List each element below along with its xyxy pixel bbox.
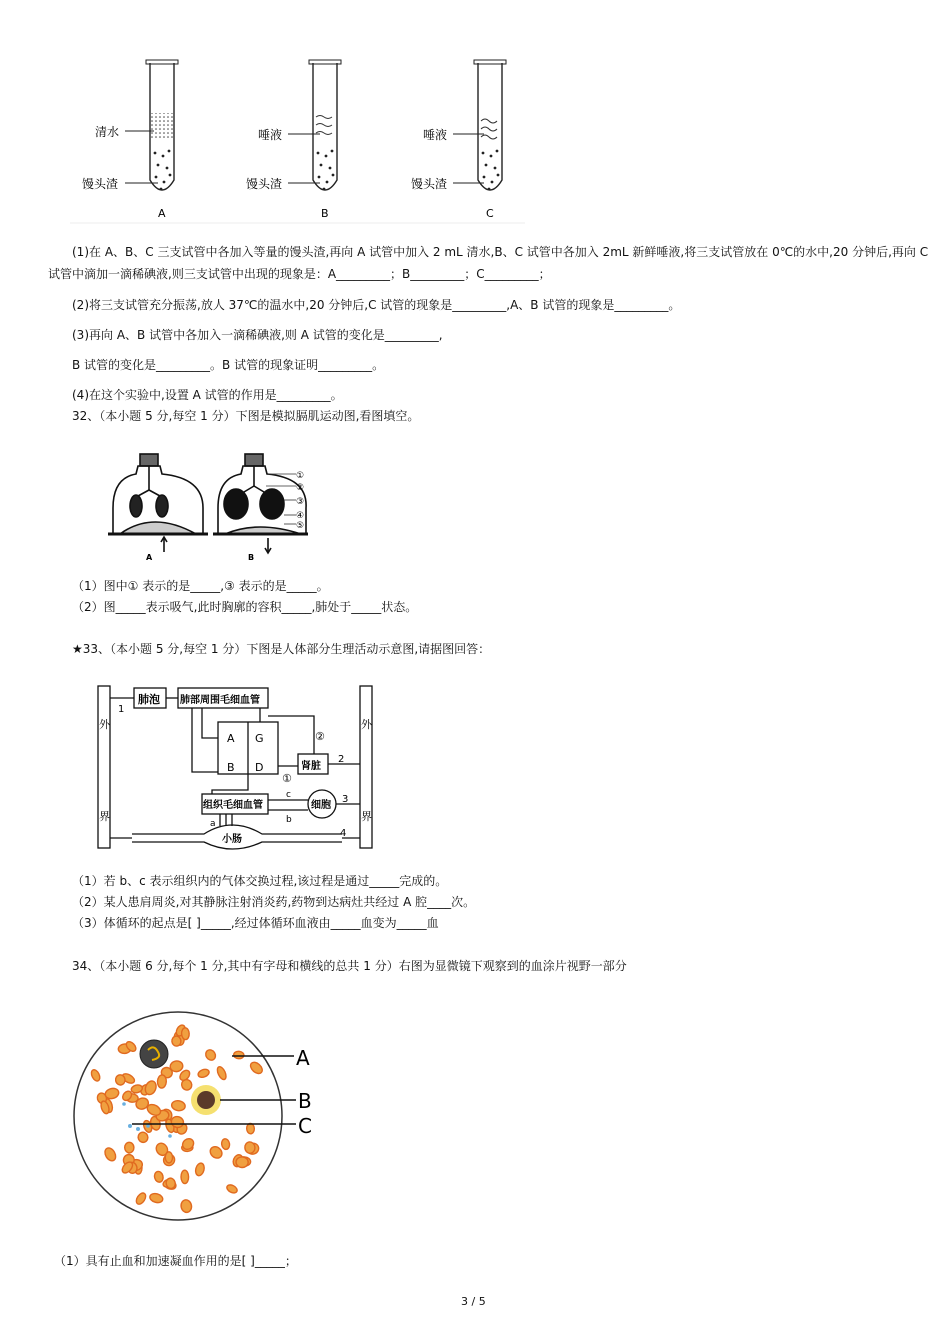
- intestine-shape: [132, 825, 342, 834]
- alveoli-label: 肺泡: [138, 693, 160, 706]
- num-4: 4: [340, 828, 347, 839]
- q31-part2: (2)将三支试管充分振荡,放人 37℃的温水中,20 分钟后,C 试管的现象是_________,A、B 试管的现象是_________。: [72, 298, 681, 312]
- diaphragm-label-2: ②: [296, 483, 305, 493]
- chamber-d: D: [255, 761, 264, 774]
- diaphragm-label-1: ①: [296, 471, 305, 481]
- tube-a-letter: A: [158, 207, 166, 220]
- tissue-capillary-label: 组织毛细血管: [203, 800, 263, 811]
- q32-heading: 32、（本小题 5 分,每空 1 分）下图是模拟膈肌运动图,看图填空。: [72, 409, 420, 423]
- tube-b-letter: B: [321, 207, 329, 220]
- tube-a-label-water: 清水: [95, 125, 120, 139]
- tube-c-label-bread: 馒头渣: [411, 177, 448, 191]
- letter-c: c: [286, 790, 291, 800]
- bell-jar-b: [213, 454, 308, 553]
- q31-part3-line1: (3)再向 A、B 试管中各加入一滴稀碘液,则 A 试管的变化是_________,: [72, 328, 443, 342]
- diaphragm-label-3: ③: [296, 497, 305, 507]
- letter-b: b: [286, 815, 292, 825]
- q32-line1: （1）图中① 表示的是_____,③ 表示的是_____。: [72, 579, 329, 593]
- red-blood-cell: [171, 1036, 181, 1047]
- blood-label-c: C: [298, 1114, 312, 1138]
- diaphragm-label-5: ⑤: [296, 521, 305, 531]
- test-tube-figure: [70, 55, 530, 225]
- num-2: 2: [338, 754, 345, 765]
- red-blood-cell: [181, 1028, 189, 1040]
- page-number: 3 / 5: [461, 1295, 486, 1308]
- q33-line3: （3）体循环的起点是[ ]_____,经过体循环血液由_____血变为_____血: [72, 916, 439, 930]
- kidney-label: 肾脏: [301, 761, 321, 772]
- circled-2: ②: [315, 730, 325, 743]
- chamber-a: A: [227, 732, 235, 745]
- diaphragm-model-figure: [108, 448, 308, 568]
- bell-jar-a: [108, 454, 208, 552]
- tube-b-label-bread: 馒头渣: [246, 177, 283, 191]
- blood-label-b: B: [298, 1089, 312, 1113]
- circled-1: ①: [282, 772, 292, 785]
- q32-line2: （2）图_____表示吸气,此时胸廓的容积_____,肺处于_____状态。: [72, 600, 418, 614]
- tube-b-label-saliva: 唾液: [258, 128, 283, 142]
- diaphragm-letter-a: A: [146, 553, 153, 562]
- q31-part1-line2: 试管中滴加一滴稀碘液,则三支试管中出现的现象是：A_________；B_________；C_________；: [48, 267, 551, 281]
- red-blood-cell: [157, 1075, 166, 1089]
- intestine-label: 小肠: [222, 834, 242, 845]
- blood-label-a: A: [296, 1046, 310, 1070]
- tube-c-label-saliva: 唾液: [423, 128, 448, 142]
- physiology-diagram: [92, 680, 382, 852]
- q33-line2: （2）某人患肩周炎,对其静脉注射消炎药,药物到达病灶共经过 A 腔____次。: [72, 895, 476, 909]
- test-tube-c: [474, 60, 506, 190]
- bread-crumb-dots: [154, 150, 500, 191]
- num-1: 1: [118, 704, 125, 715]
- cell-label: 细胞: [311, 800, 331, 811]
- tube-c-letter: C: [486, 207, 494, 220]
- white-blood-cell-b: [191, 1085, 221, 1115]
- q33-line1: （1）若 b、c 表示组织内的气体交换过程,该过程是通过_____完成的。: [72, 874, 448, 888]
- left-wall-top-char: 外: [99, 718, 110, 731]
- diaphragm-letter-b: B: [248, 553, 255, 562]
- red-blood-cell: [246, 1123, 254, 1134]
- blood-smear-figure: [72, 1010, 332, 1230]
- tube-a-label-bread: 馒头渣: [82, 177, 119, 191]
- test-tube-b: [309, 60, 341, 190]
- red-blood-cell: [165, 1152, 172, 1163]
- lung-capillary-label: 肺部周围毛细血管: [180, 695, 260, 706]
- right-wall: [360, 686, 372, 848]
- red-blood-cell: [125, 1142, 135, 1153]
- left-wall-bottom-char: 界: [99, 810, 110, 823]
- chamber-b: B: [227, 761, 235, 774]
- white-blood-cell-a: [140, 1040, 168, 1068]
- left-wall: [98, 686, 110, 848]
- chamber-g: G: [255, 732, 264, 745]
- red-blood-cell: [236, 1157, 249, 1168]
- q31-part4: (4)在这个实验中,设置 A 试管的作用是_________。: [72, 388, 343, 402]
- letter-a: a: [210, 819, 216, 829]
- red-blood-cell: [233, 1051, 244, 1059]
- right-wall-top-char: 外: [361, 718, 372, 731]
- red-blood-cell: [181, 1170, 189, 1184]
- diaphragm-label-4: ④: [296, 511, 305, 521]
- q34-line1: （1）具有止血和加速凝血作用的是[ ]_____；: [54, 1254, 297, 1268]
- right-wall-bottom-char: 界: [361, 810, 372, 823]
- q31-part3-line2: B 试管的变化是_________。B 试管的现象证明_________。: [72, 358, 385, 372]
- num-3: 3: [342, 794, 349, 805]
- q34-heading: 34、（本小题 6 分,每个 1 分,其中有字母和横线的总共 1 分）右图为显微镜下观察到的血涂片视野一部分: [72, 959, 627, 973]
- red-blood-cell: [244, 1141, 255, 1153]
- q31-part1-line1: (1)在 A、B、C 三支试管中各加入等量的馒头渣,再向 A 试管中加入 2 mL 清水,B、C 试管中各加入 2mL 新鲜唾液,将三支试管放在 0℃的水中,20 分钟后,再向 C: [72, 245, 929, 259]
- test-tube-a: [146, 60, 178, 190]
- q33-heading: ★33、（本小题 5 分,每空 1 分）下图是人体部分生理活动示意图,请据图回答：: [72, 642, 491, 656]
